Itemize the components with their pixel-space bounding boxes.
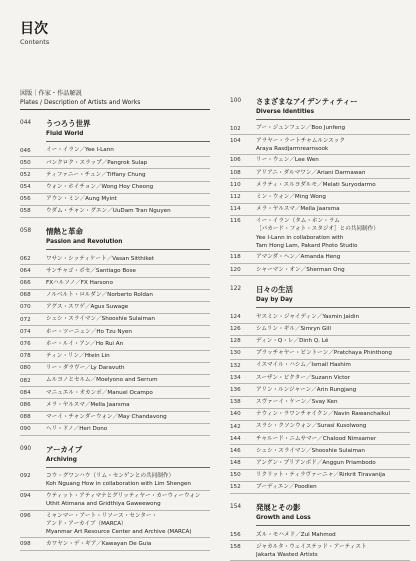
left-sections [20,118,210,551]
entry-page: 124 [230,313,241,320]
entry-line: Jakarta Wasted Artists [256,551,318,558]
entry-line: ウダム・チャン・グエン／UuDam Tran Nguyen [46,208,171,215]
section-title-ja: さまざまなアイデンティティー [256,97,358,106]
entry-line: アングン・プリアンボド／Anggun Priambodo [256,459,376,466]
list-item [230,167,410,179]
entry-text [256,482,410,493]
list-item [230,445,410,457]
entry-line: ムルヨノとセルム／Moelyono and Serrum [46,377,158,384]
entry-page: 102 [230,125,241,132]
entry-line: アリン・ルンジャーン／Arin Rungjang [256,386,357,393]
list-item [20,424,210,436]
section-header [230,502,410,526]
entry-list [20,145,210,218]
entry-line: リクリット・ティラヴァーニャ／Rirkrit Tiravanija [256,472,386,479]
list-item [230,348,410,360]
entry-page: 138 [230,399,241,406]
entry-line: Tam Hong Lam, Pakard Photo Studio [256,242,358,249]
page-title: 目次 [20,21,48,37]
section-title-ja: アーカイブ [46,444,83,454]
entry-list [230,311,410,494]
list-item [230,397,410,409]
entry-text [46,253,210,264]
list-item [230,482,410,494]
entry-line: ヤスミン・ジャイディン／Yasmin Jaidin [256,313,360,320]
entry-page: 050 [20,159,31,166]
entry-text [256,135,410,154]
entry-list [230,529,410,561]
entry-text [46,538,210,549]
entry-text [46,511,210,538]
entry-page: 062 [20,255,31,262]
entry-page: 108 [230,169,241,176]
entry-line: Koh Nguang How in collaboration with Lim Shengen [46,481,191,488]
entry-page: 056 [20,196,31,203]
entry-page: 046 [20,147,31,154]
section-title-en: Fluid World [46,131,210,142]
entry-page: 096 [20,513,31,520]
section-page: 100 [230,98,242,104]
entry-text [256,409,410,420]
entry-page: 110 [230,181,241,188]
entry-text [256,445,410,456]
entry-text [46,290,210,301]
list-item [20,511,210,539]
list-item [20,253,210,265]
entry-line: イー・イラン（タム・ホン・ラム [256,218,340,225]
list-item [20,314,210,326]
entry-text [256,155,410,166]
entry-line: チャルード・ニムサマー／Chalood Nimsamer [256,435,377,442]
entry-page: 104 [230,137,241,144]
entry-page: 090 [20,426,31,433]
entry-text [256,336,410,347]
list-item [230,155,410,167]
entry-line: ディン・Q・レ／Dinh Q. Lê [256,338,329,345]
entry-page: 114 [230,206,241,213]
entry-text [46,302,210,313]
list-item [230,372,410,384]
entry-text [256,167,410,178]
entry-line: ホー・ツーニェン／Ho Tzu Nyen [46,328,132,335]
list-item [230,409,410,421]
entry-line: アンド・アーカイブ（MARCA） [46,521,127,528]
entry-page: 128 [230,338,241,345]
section-page: 090 [20,445,32,452]
entry-text [256,470,410,481]
entry-text [46,206,210,217]
right-column [230,88,410,561]
entry-line: プラッチャヤー・ピントーン／Pratchaya Phinthong [256,350,392,357]
section-header [20,444,210,468]
list-item [230,311,410,323]
entry-line: ミン・ウォン／Ming Wong [256,193,326,200]
section-title [46,226,210,250]
section-title-ja: うつろう世界 [46,119,91,128]
entry-line: ［パカード・フォト・スタジオ］との共同制作） [256,226,379,233]
entry-line: ノルベルト・ロルダン／Norberto Roldan [46,292,153,299]
list-item [230,324,410,336]
entry-text [256,216,410,251]
entry-page: 078 [20,353,31,360]
entry-page: 098 [20,540,31,547]
list-item [230,384,410,396]
entry-page: 074 [20,328,31,335]
section-title-en: Passion and Revolution [46,239,210,250]
entry-line: ミャンマー・アート・リソース・センター・ [46,512,158,519]
entry-text [256,348,410,359]
entry-line: プーディエン／Poodien [256,484,317,491]
entry-list [20,471,210,551]
entry-text [46,278,210,289]
entry-page: 088 [20,414,31,421]
entry-line: スラシ・クソンウォン／Surasi Kusolwong [256,423,367,430]
entry-page: 150 [230,472,241,479]
list-item [20,338,210,350]
entry-page: 140 [230,411,241,418]
list-item [230,360,410,372]
entry-list [20,253,210,436]
entry-line: メラティ・スルヨダルモ／Melati Suryodarmo [256,181,376,188]
list-item [230,470,410,482]
entry-text [46,491,210,510]
entry-line: Araya Rasdjarmrearnsook [256,145,329,152]
entry-line: ホー・ルイ・アン／Ho Rui An [46,340,124,347]
list-item [20,194,210,206]
list-item [230,336,410,348]
entry-line: Yee I-Lann in collaboration with [256,234,344,241]
entry-line: ティン・リン／Htein Lin [46,353,110,360]
list-item [20,157,210,169]
entry-text [256,372,410,383]
entry-page: 068 [20,292,31,299]
list-item [230,123,410,135]
entry-line: リー・ダラヴー／Ly Daravuth [46,365,125,372]
entry-page: 084 [20,389,31,396]
list-item [230,421,410,433]
section-title-ja: 発展とその影 [256,503,301,513]
entry-text [256,179,410,190]
entry-line: ジャカルタ・ウェイステッド・アーティスト [256,543,367,550]
entry-text [46,145,210,156]
entry-text [46,314,210,325]
entry-text [46,326,210,337]
entry-page: 116 [230,218,241,225]
entry-text [46,265,210,276]
entry-text [46,424,210,435]
entry-line: FXハルソノ／FX Harsono [46,279,113,286]
entry-text [256,458,410,469]
entry-line: アウン・ミン／Aung Myint [46,196,117,203]
entry-page: 052 [20,171,31,178]
entry-page: 086 [20,401,31,408]
list-item [20,182,210,194]
entry-line: シャーマン・オン／Sherman Ong [256,266,345,273]
entry-line: イスマイル・ハシム／Ismail Hashim [256,362,351,369]
entry-text [46,351,210,362]
entry-text [46,182,210,193]
entry-line: Uthit Atimana and Gridthiya Gaweewong [46,501,161,508]
entry-page: 066 [20,280,31,286]
right-sections [230,96,410,561]
list-item [20,169,210,181]
section-title-ja: 情熱と革命 [46,227,83,237]
section-title-ja: 日々の生活 [256,285,293,295]
entry-line: カワヤン・デ・ギア／Kawayan De Guia [46,540,152,547]
section-title [46,444,210,468]
entry-line: コウ・グワンハウ（リム・センゲンとの共同制作） [46,473,175,480]
list-item [20,326,210,338]
entry-line: シムリン・ギル／Simryn Gill [256,325,331,332]
list-item [20,351,210,363]
entry-page: 144 [230,435,241,442]
entry-line: シュシ・スライマン／Shooshie Sulaiman [46,316,155,323]
list-item [20,491,210,511]
list-item [20,471,210,491]
list-item [20,412,210,424]
plates-heading-en: Plates / Description of Artists and Works [20,99,210,110]
list-item [20,278,210,290]
entry-line: スヴァーイ・ケーン／Svay Ken [256,399,338,406]
entry-page: 126 [230,326,241,332]
entry-text [256,204,410,215]
entry-text [46,399,210,410]
section-title [46,118,210,142]
list-item [20,538,210,550]
entry-text [46,412,210,423]
entry-page: 130 [230,350,241,357]
list-item [230,135,410,155]
entry-line: ヘリ・ドノ／Heri Dono [46,426,108,433]
entry-line: パンクロク・スラップ／Pangrok Sulap [46,159,148,166]
entry-page: 148 [230,460,241,467]
entry-page: 112 [230,194,241,201]
section-title-en: Archiving [46,457,210,468]
entry-line: サンチャゴ・ボセ／Santiago Bose [46,267,136,274]
section-title [256,502,410,526]
entry-line: シュシ・スライマン／Shooshie Sulaiman [256,447,365,454]
plates-heading-ja: 図版｜作家・作品解説 [20,90,82,97]
entry-text [46,194,210,205]
list-item [20,265,210,277]
list-item [230,529,410,541]
list-item [230,204,410,216]
entry-text [256,433,410,444]
list-item [20,145,210,157]
entry-list [230,123,410,276]
list-item [20,399,210,411]
entry-page: 156 [230,531,241,538]
section-page: 058 [20,228,32,235]
entry-page: 142 [230,423,241,430]
entry-text [256,123,410,134]
section-title [256,284,410,308]
entry-line: アラヤー・ラートチャムルンスック [256,137,345,144]
entry-text [256,264,410,275]
entry-line: Myanmar Art Resource Center and Archive (MARCA) [46,529,192,536]
entry-text [46,157,210,168]
entry-line: ブー・ジュンフェン／Boo Junfeng [256,125,346,132]
list-item [230,264,410,276]
entry-page: 118 [230,254,241,261]
entry-text [46,471,210,490]
entry-text [256,192,410,203]
entry-page: 146 [230,447,241,454]
entry-page: 136 [230,386,241,393]
list-item [20,387,210,399]
section-page: 154 [230,504,242,511]
entry-line: メラ・ヤルスマ／Mella Jaarsma [256,206,340,213]
section-page: 122 [230,286,242,293]
section-title-en: Diverse Identities [256,109,410,120]
entry-page: 070 [20,304,31,311]
entry-page: 080 [20,365,31,372]
section-header [20,118,210,142]
left-column [20,88,210,551]
entry-line: スーザン・ビクター／Suzann Victor [256,374,351,381]
list-item [20,375,210,387]
entry-page: 092 [20,473,31,480]
entry-line: マーイ・チャンダーウォン／May Chandavong [46,413,167,420]
list-item [230,252,410,264]
entry-page: 152 [230,484,241,491]
entry-text [46,387,210,398]
list-item [20,302,210,314]
entry-text [256,421,410,432]
entry-line: マニュエル・オカンポ／Manuel Ocampo [46,389,153,396]
entry-page: 072 [20,316,31,323]
entry-page: 120 [230,266,241,273]
entry-page: 134 [230,374,241,381]
entry-page: 132 [230,362,241,369]
entry-line: アマンダ・ヘン／Amanda Heng [256,254,341,261]
list-item [230,179,410,191]
entry-text [256,384,410,395]
list-item [20,206,210,218]
section-header [230,284,410,308]
entry-page: 064 [20,267,31,274]
section-title-en: Growth and Loss [256,515,410,526]
entry-text [256,541,410,560]
entry-line: メラ・ヤルスマ／Mella Jaarsma [46,401,130,408]
entry-text [46,169,210,180]
list-item [230,458,410,470]
entry-page: 076 [20,340,31,347]
entry-text [256,360,410,371]
entry-line: ワサン・シッティケート／Vasan Sitthiket [46,255,155,262]
entry-line: イー・イラン／Yee I-Lann [46,147,114,154]
entry-page: 058 [20,208,31,215]
entry-text [256,529,410,540]
entry-page: 106 [230,157,241,164]
entry-line: ティファニー・チュン／Tiffany Chung [46,171,146,178]
list-item [20,290,210,302]
section-title-en: Day by Day [256,297,410,308]
entry-text [46,338,210,349]
entry-text [256,397,410,408]
list-item [230,541,410,561]
page-subtitle: Contents [20,38,50,46]
entry-text [256,252,410,263]
entry-page: 158 [230,543,241,550]
entry-line: リー・ウェン／Lee Wen [256,157,319,164]
section-title [256,96,410,120]
entry-line: アリアニ・ダルマワン／Ariani Darmawan [256,169,366,176]
entry-text [256,311,410,322]
list-item [20,363,210,375]
entry-line: アグス・スワゲ／Agus Suwage [46,304,129,311]
section-header [20,226,210,250]
list-item [230,216,410,252]
list-item [230,192,410,204]
entry-text [46,363,210,374]
entry-text [256,324,410,335]
section-header [230,96,410,120]
entry-line: ナウィン・ラワンチャイクン／Navin Rawanchaikul [256,411,391,418]
section-page: 044 [20,120,32,126]
entry-line: ウォン・ホイチョン／Wong Hoy Cheong [46,183,154,190]
entry-line: ズル・モハメド／Zul Mahmod [256,531,336,538]
entry-line: ウティット・アティマナとグリッティヤー・カーウィーウォン [46,493,201,500]
entry-page: 082 [20,377,31,384]
entry-text [46,375,210,386]
list-item [230,433,410,445]
entry-page: 054 [20,184,31,191]
entry-page: 094 [20,493,31,500]
